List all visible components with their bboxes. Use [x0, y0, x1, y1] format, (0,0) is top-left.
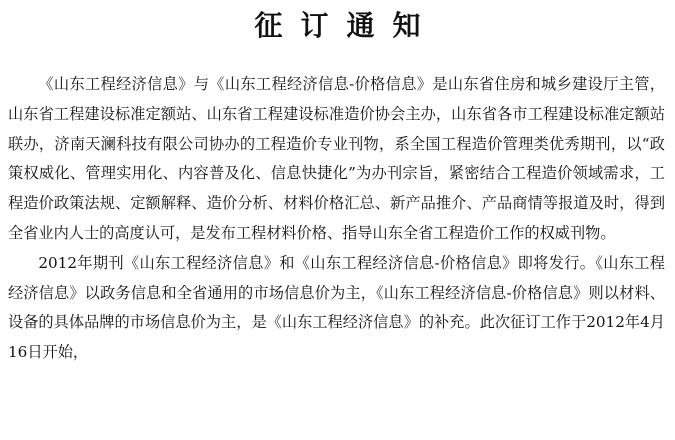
document-body [8, 70, 665, 368]
issue-paragraph: 2012年期刊《山东工程经济信息》和《山东工程经济信息-价格信息》即将发行。《山东工程经济信息》以政务信息和全省通用的市场信息价为主，《山东工程经济信息-价格信息》则以材料、设备的具体品牌的市场信息价为主，是《山东工程经济信息》的补充。此次征订工作于2012年4月16日开始， [8, 253, 665, 362]
intro-paragraph: 《山东工程经济信息》与《山东工程经济信息-价格信息》是山东省住房和城乡建设厅主管，山东省工程建设标准定额站、山东省工程建设标准造价协会主办，山东省各市工程建设标准定额站联办，济南天澜科技有限公司协办的工程造价专业刊物，系全国工程造价管理类优秀期刊，以“政策权威化、管理实用化、内容普及化、信息快捷化”为办刊宗旨，紧密结合工程造价领域需求，工程造价政策法规、定额解释、造价分析、材料价格汇总、新产品推介、产品商情等报道及时，得到全省业内人士的高度认可，是发布工程材料价格、指导山东全省工程造价工作的权威刊物。 [8, 75, 665, 242]
document-title: 征订通知 [254, 9, 439, 42]
